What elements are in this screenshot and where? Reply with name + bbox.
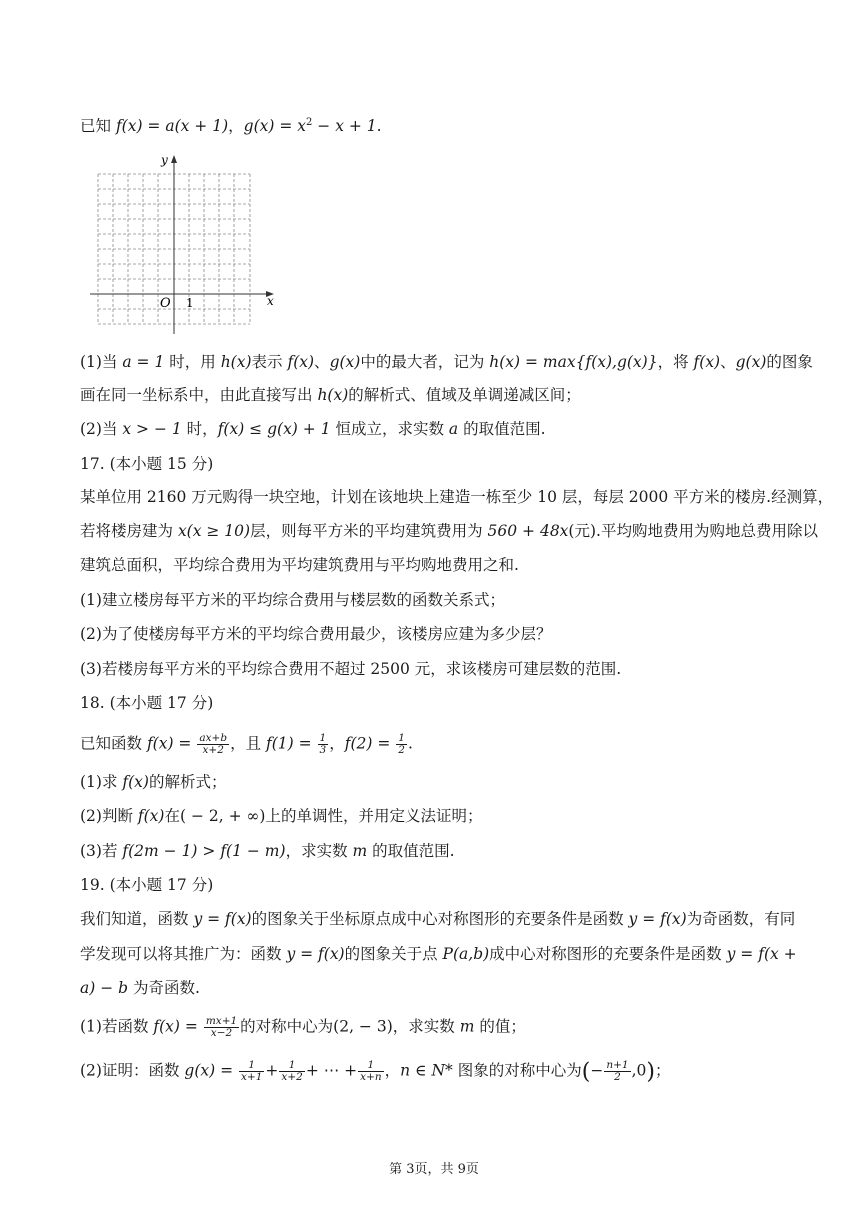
exponent: 2: [306, 117, 313, 128]
text: 的取值范围.: [458, 420, 546, 438]
text: 、: [314, 353, 330, 371]
problem17-line3: 建筑总面积，平均综合费用为平均建筑费用与平均购地费用之和.: [80, 556, 519, 574]
math: y = f(x +: [726, 945, 797, 963]
problem16-part2: [80, 419, 546, 439]
problem17-line1: 某单位用 2160 万元购得一块空地，计划在该地块上建造一栋至少 10 层，每层 2000 平方米的楼房.经测算，: [80, 488, 834, 506]
text: 在( − 2, + ∞)上的单调性，并用定义法证明；: [164, 807, 483, 825]
problem19-header: 19. (本小题 17 分): [80, 876, 214, 894]
text: .: [376, 117, 382, 135]
math: a) − b: [80, 979, 129, 997]
math: y = f(x): [628, 910, 687, 928]
g-definition-rest: − x + 1: [312, 117, 377, 135]
math: f(x) =: [146, 734, 197, 753]
numerator: 1: [239, 1060, 264, 1072]
text: ，: [384, 1061, 401, 1080]
text: 成中心对称图形的充要条件是函数: [489, 945, 727, 963]
operator: +: [265, 1061, 279, 1080]
math: f(2) =: [344, 734, 396, 753]
text: 画在同一坐标系中，由此直接写出: [80, 386, 318, 404]
problem16-part1-line1: [80, 352, 813, 372]
text: 层，则每平方米的平均建筑费用为: [250, 522, 488, 540]
math: x > − 1: [122, 420, 182, 438]
math: f(x): [693, 353, 721, 371]
operator: −: [590, 1061, 604, 1080]
math: m: [459, 1017, 475, 1036]
g-definition: g(x) = x: [243, 117, 306, 135]
denominator: 3: [319, 744, 327, 756]
denominator: 2: [614, 1071, 621, 1083]
fraction: [197, 733, 229, 756]
math: n ∈ N*: [400, 1061, 453, 1080]
math: m: [352, 842, 368, 860]
denominator: 2: [398, 744, 405, 756]
text: 时，: [181, 420, 218, 438]
math: x(x ≥ 10): [177, 522, 251, 540]
text: 的图象关于坐标原点成中心对称图形的充要条件是函数: [251, 910, 629, 928]
numerator: 1: [398, 732, 405, 744]
math: f(x): [122, 773, 149, 791]
problem19-question1: [80, 1016, 526, 1039]
tick-label-one: 1: [186, 296, 194, 310]
denominator: x+1: [241, 1071, 263, 1083]
math: f(x): [137, 807, 165, 825]
math: h(x): [317, 386, 349, 404]
problem18-question1: [80, 772, 226, 792]
text: 图象的对称中心为: [452, 1061, 582, 1080]
numerator: 1: [279, 1060, 304, 1072]
numerator: 1: [319, 732, 327, 744]
fraction: [318, 733, 329, 756]
text: 已知: [80, 117, 116, 135]
math: f(x) ≤ g(x) + 1: [217, 420, 331, 438]
text: (元).平均购地费用为购地总费用除以: [568, 522, 818, 540]
coordinate-grid-figure: [86, 150, 286, 335]
numerator: ax+b: [199, 732, 228, 744]
problem19-line3: [80, 978, 200, 998]
text: (2)判断: [80, 807, 138, 825]
text: (1)求: [80, 773, 123, 791]
text: 若将楼房建为: [80, 522, 178, 540]
text: 表示: [251, 353, 288, 371]
math: a = 1: [122, 353, 165, 371]
text: (2)当: [80, 420, 123, 438]
text: 为奇函数，有同: [686, 910, 796, 928]
fraction: [358, 1060, 383, 1083]
problem17-question3: (3)若楼房每平方米的平均综合费用不超过 2500 元，求该楼房可建层数的范围.: [80, 660, 622, 678]
fraction: [396, 733, 407, 756]
math: P(a,b): [442, 945, 490, 963]
f-definition: f(x) = a(x + 1): [115, 117, 229, 135]
fraction: [239, 1060, 264, 1083]
text: ；: [654, 1061, 671, 1080]
denominator: x−2: [210, 1027, 233, 1039]
problem16-intro: [80, 113, 382, 136]
math: h(x): [220, 353, 252, 371]
denominator: x+n: [360, 1071, 382, 1083]
y-axis-arrow: [171, 155, 177, 163]
text: 的对称中心为(2, − 3)，求实数: [240, 1017, 460, 1036]
problem18-question3: [80, 841, 455, 861]
math: f(x): [287, 353, 315, 371]
paren: ): [646, 1059, 655, 1085]
text: ，: [329, 734, 345, 753]
text: 的图象: [766, 353, 813, 371]
page-footer: 第 3页，共 9页: [389, 1162, 479, 1177]
problem17-header: 17. (本小题 15 分): [80, 455, 214, 473]
fraction: [604, 1060, 630, 1083]
text: ，: [228, 117, 244, 135]
origin-label: O: [160, 296, 171, 311]
text: (1)当: [80, 353, 123, 371]
problem16-part1-line2: [80, 385, 581, 405]
denominator: x+2: [202, 744, 224, 756]
text: (2)证明：函数: [80, 1061, 185, 1080]
text: 已知函数: [80, 734, 147, 753]
text: 、: [720, 353, 736, 371]
text: 的解析式；: [148, 773, 227, 791]
text: ，求实数: [285, 842, 353, 860]
text: 的图象关于点: [344, 945, 443, 963]
problem18-header: 18. (本小题 17 分): [80, 694, 214, 712]
operator: + ⋯ +: [305, 1061, 358, 1080]
text: 中的最大者，记为: [360, 353, 490, 371]
problem17-question1: (1)建立楼房每平方米的平均综合费用与楼层数的函数关系式；: [80, 591, 505, 609]
text: 的解析式、值域及单调递减区间；: [348, 386, 581, 404]
problem17-question2: (2)为了使楼房每平方米的平均综合费用最少，该楼房应建为多少层？: [80, 625, 552, 643]
text: 为奇函数.: [128, 979, 200, 997]
text: 的值；: [474, 1017, 526, 1036]
text: 我们知道，函数: [80, 910, 194, 928]
x-axis-label: x: [267, 294, 274, 308]
math: h(x) = max{f(x),g(x)}: [489, 353, 658, 371]
math: g(x): [329, 353, 361, 371]
problem19-question2: [80, 1060, 670, 1083]
problem19-line2: [80, 944, 797, 964]
text: ，将: [657, 353, 694, 371]
problem18-question2: [80, 806, 482, 826]
math: g(x) =: [184, 1061, 238, 1080]
text: 学发现可以将其推广为：函数: [80, 945, 287, 963]
problem19-line1: [80, 909, 795, 929]
y-axis-label: y: [161, 153, 168, 167]
numerator: 1: [358, 1060, 383, 1072]
problem17-line2: [80, 521, 818, 541]
math: f(1) =: [266, 734, 317, 753]
paren: (: [581, 1059, 591, 1085]
fraction: [204, 1016, 239, 1039]
math: a: [448, 420, 459, 438]
text: ，且: [230, 734, 266, 753]
math: g(x): [735, 353, 767, 371]
numerator: n+1: [606, 1059, 629, 1071]
math: y = f(x): [286, 945, 345, 963]
text: (1)若函数: [80, 1017, 154, 1036]
denominator: x+2: [281, 1071, 303, 1083]
math: f(x) =: [153, 1017, 203, 1036]
text: .: [407, 734, 413, 753]
math: 560 + 48x: [487, 522, 569, 540]
text: 的取值范围.: [367, 842, 455, 860]
math: f(2m − 1) > f(1 − m): [122, 842, 286, 860]
math: y = f(x): [193, 910, 252, 928]
fraction: [279, 1060, 304, 1083]
text: (3)若: [80, 842, 123, 860]
numerator: mx+1: [205, 1015, 238, 1027]
problem18-given: [80, 733, 413, 756]
text: ,0: [631, 1061, 647, 1080]
text: 时，用: [164, 353, 221, 371]
text: 恒成立，求实数: [330, 420, 449, 438]
